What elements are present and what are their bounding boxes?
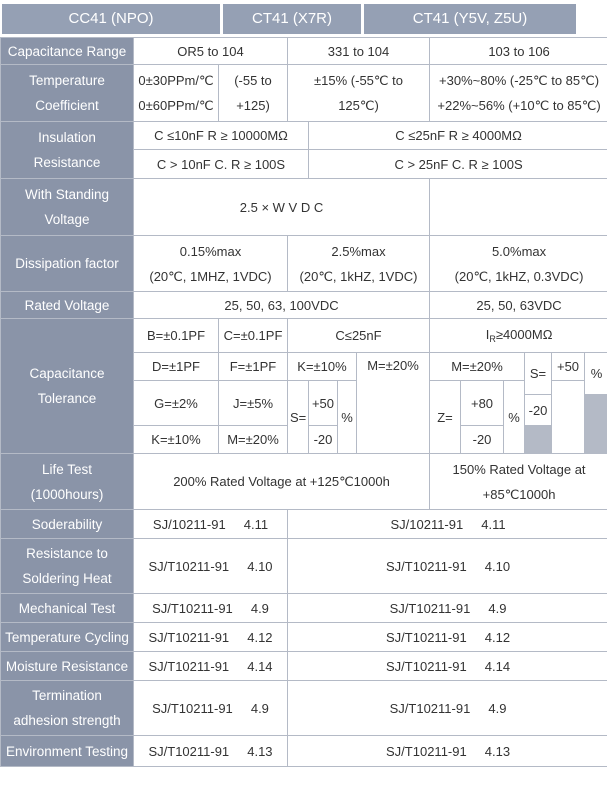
table-row [1,623,607,651]
table-row [1,454,607,509]
row-label-soderability: Soderability [1,510,133,538]
ir-subscript: R [489,334,496,344]
environment-testing-npo: SJ/T10211-91 4.13 [134,736,287,766]
value-line: (20℃, 1kHZ, 0.3VDC) [454,268,584,284]
column-header-bar [0,0,607,37]
table-row [1,681,607,735]
label-line: Resistance to [26,546,108,561]
label-line: Life Test [41,461,93,477]
header-cc41-npo: CC41 (NPO) [2,4,220,34]
tolerance-s-unit: % [338,381,356,453]
capacitance-range-y5v: 103 to 106 [430,38,607,64]
termination-adhesion-other: SJ/T10211-91 4.9 [288,681,607,735]
value-line: +125) [236,98,270,113]
ir-suffix: ≥4000MΩ [495,327,553,342]
label-line: Tolerance [37,391,97,406]
temp-coeff-npo [134,65,218,121]
tolerance-c-le-25nf: C≤25nF [288,319,429,352]
rated-voltage-y5v: 25, 50, 63VDC [430,292,607,318]
resistance-soldering-other: SJ/T10211-91 4.10 [288,539,607,593]
insulation-other-line2: C > 25nF C. R ≥ 100S [309,150,607,178]
termination-adhesion-npo: SJ/T10211-91 4.9 [134,681,287,735]
row-label-mechanical-test: Mechanical Test [1,594,133,622]
table-row [1,319,607,352]
value-line: 0±60PPm/℃ [138,98,214,113]
row-label-capacitance-range: Capacitance Range [1,38,133,64]
value-line: 125℃) [338,98,379,113]
label-line: Insulation [38,130,96,145]
tolerance-s-plus: +50 [309,381,337,425]
tolerance-k-npo: K=±10% [134,426,218,453]
mechanical-test-npo: SJ/T10211-91 4.9 [134,594,287,622]
moisture-resistance-other: SJ/T10211-91 4.14 [288,652,607,680]
value-line: 5.0%max [491,243,547,259]
table-row [1,539,607,593]
row-label-termination-adhesion [1,681,133,735]
environment-testing-other: SJ/T10211-91 4.13 [288,736,607,766]
temp-coeff-x7r [288,65,429,121]
label-line: (1000hours) [30,486,104,502]
row-label-temperature-cycling: Temperature Cycling [1,623,133,651]
tolerance-g: G=±2% [134,381,218,425]
soderability-npo: SJ/10211-91 4.11 [134,510,287,538]
row-label-life-test [1,454,133,509]
table-row [1,594,607,622]
insulation-npo-line1: C ≤10nF R ≥ 10000MΩ [134,122,308,149]
label-line: Soldering Heat [22,571,112,586]
value-line: ±15% (-55℃ to [314,73,403,88]
tolerance-m: M=±20% [357,353,429,453]
table-row [1,38,607,64]
rated-voltage-npo-x7r: 25, 50, 63, 100VDC [134,292,429,318]
tolerance-s-plus-y5v: +50 [552,353,584,380]
value-line: 0.15%max [179,243,242,259]
table-row [1,179,607,235]
temp-coeff-y5v [430,65,607,121]
tolerance-d: D=±1PF [134,353,218,380]
tolerance-s-minus: -20 [309,426,337,453]
tolerance-s-label: S= [288,381,308,453]
withstanding-voltage-value: 2.5 × W V D C [134,179,429,235]
tolerance-s-label-y5v: S= [525,353,551,394]
table-row [1,65,607,121]
row-label-dissipation-factor: Dissipation factor [1,236,133,291]
tolerance-z-unit: % [504,381,524,453]
header-ct41-x7r: CT41 (X7R) [223,4,361,34]
resistance-soldering-npo: SJ/T10211-91 4.10 [134,539,287,593]
mechanical-test-other: SJ/T10211-91 4.9 [288,594,607,622]
row-label-temperature-coefficient [1,65,133,121]
value-line: 150% Rated Voltage at [452,461,586,477]
value-line: (20℃, 1kHZ, 1VDC) [299,268,418,284]
life-test-y5v [430,454,607,509]
row-label-moisture-resistance: Moisture Resistance [1,652,133,680]
dissipation-npo [134,236,287,291]
tolerance-empty-cell [552,381,584,453]
table-row [1,510,607,538]
value-line: (20℃, 1MHZ, 1VDC) [149,268,272,284]
tolerance-c: C=±0.1PF [219,319,287,352]
tolerance-m-npo: M=±20% [219,426,287,453]
tolerance-z-minus: -20 [461,426,503,453]
value-line: +30%~80% (-25℃ to 85℃) [439,73,600,88]
label-line: Voltage [44,212,90,227]
label-line: With Standing [24,187,110,202]
insulation-npo-line2: C > 10nF C. R ≥ 100S [134,150,308,178]
table-row [1,122,607,149]
value-line: +22%~56% (+10℃ to 85℃) [437,98,601,113]
label-line: Resistance [33,155,101,170]
row-label-environment-testing: Environment Testing [1,736,133,766]
row-label-withstanding-voltage [1,179,133,235]
label-line: Temperature [29,73,105,88]
tolerance-insulation-ir [430,319,607,352]
temperature-cycling-other: SJ/T10211-91 4.12 [288,623,607,651]
label-line: Coefficient [35,98,99,113]
ir-prefix: I [485,327,490,342]
value-line: (-55 to [234,73,272,88]
tolerance-k: K=±10% [288,353,356,380]
table-row [1,292,607,318]
temp-coeff-npo-range [219,65,287,121]
row-label-insulation-resistance [1,122,133,178]
dissipation-x7r [288,236,429,291]
value-line: 0±30PPm/℃ [138,73,214,88]
tolerance-m-y5v: M=±20% [430,353,524,380]
dissipation-y5v [430,236,607,291]
row-label-resistance-soldering-heat [1,539,133,593]
label-line: Capacitance [29,366,105,381]
tolerance-z-plus: +80 [461,381,503,425]
table-row [1,736,607,766]
tolerance-f: F=±1PF [219,353,287,380]
tolerance-j: J=±5% [219,381,287,425]
soderability-other: SJ/10211-91 4.11 [288,510,607,538]
tolerance-b: B=±0.1PF [134,319,218,352]
capacitance-range-x7r: 331 to 104 [288,38,429,64]
row-label-capacitance-tolerance [1,319,133,453]
tolerance-z-label: Z= [430,381,460,453]
row-label-rated-voltage: Rated Voltage [1,292,133,318]
label-line: adhesion strength [13,713,121,728]
withstanding-voltage-empty [430,179,607,235]
life-test-npo-x7r: 200% Rated Voltage at +125℃1000h [134,454,429,509]
header-ct41-y5v-z5u: CT41 (Y5V, Z5U) [364,4,576,34]
tolerance-s-minus-y5v: -20 [525,395,551,425]
moisture-resistance-npo: SJ/T10211-91 4.14 [134,652,287,680]
specification-table [0,37,607,767]
table-row [1,652,607,680]
value-line: +85℃1000h [482,486,556,502]
table-row [1,236,607,291]
temperature-cycling-npo: SJ/T10211-91 4.12 [134,623,287,651]
capacitance-range-npo: OR5 to 104 [134,38,287,64]
tolerance-s-unit-y5v: % [585,353,607,394]
value-line: 2.5%max [331,243,386,259]
insulation-other-line1: C ≤25nF R ≥ 4000MΩ [309,122,607,149]
label-line: Termination [32,688,102,703]
